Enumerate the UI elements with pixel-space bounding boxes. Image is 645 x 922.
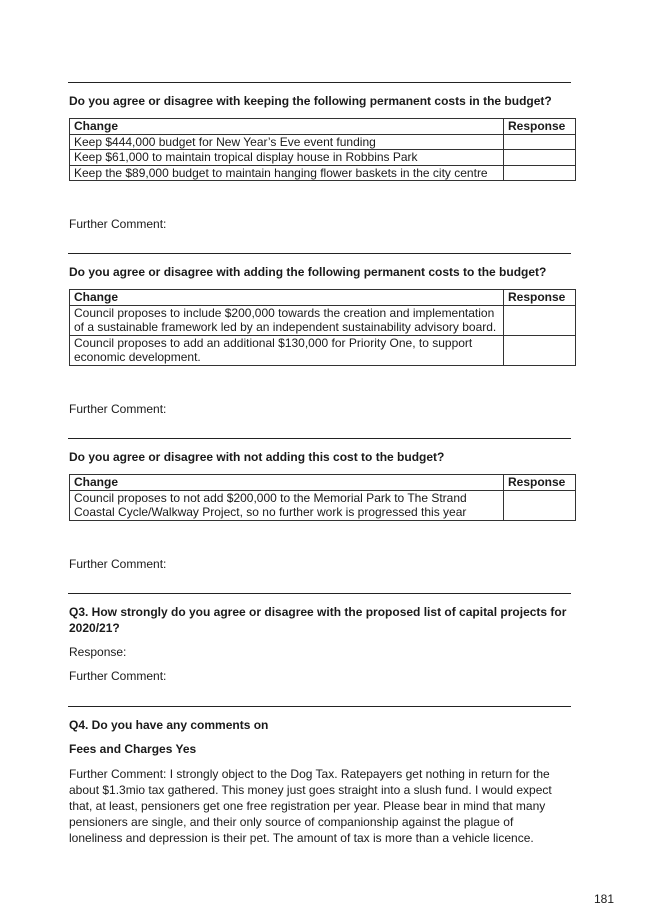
divider-rule bbox=[68, 253, 571, 254]
further-comment-label: Further Comment: bbox=[69, 557, 167, 571]
table-row bbox=[70, 134, 576, 150]
table-row bbox=[70, 335, 576, 365]
response-cell[interactable] bbox=[504, 134, 576, 150]
response-cell[interactable] bbox=[504, 490, 576, 520]
keep-costs-table bbox=[69, 118, 576, 181]
table-row bbox=[70, 490, 576, 520]
table-row bbox=[70, 150, 576, 166]
further-comment-label: Further Comment: bbox=[69, 402, 167, 416]
response-column-header: Response bbox=[504, 290, 576, 306]
response-column-header: Response bbox=[504, 475, 576, 491]
table-row bbox=[70, 305, 576, 335]
change-column-header: Change bbox=[70, 119, 504, 135]
response-cell[interactable] bbox=[504, 150, 576, 166]
table-header-row bbox=[70, 119, 576, 135]
change-cell: Council proposes to add an additional $130,000 for Priority One, to support economic development. bbox=[70, 335, 504, 365]
further-comment-label: Further Comment: bbox=[69, 217, 167, 231]
question-add-permanent-costs: Do you agree or disagree with adding the following permanent costs to the budget? bbox=[69, 265, 547, 279]
divider-rule bbox=[68, 706, 571, 707]
change-column-header: Change bbox=[70, 475, 504, 491]
q3-response-label: Response: bbox=[69, 645, 127, 659]
page-number: 181 bbox=[594, 892, 615, 906]
response-cell[interactable] bbox=[504, 305, 576, 335]
response-cell[interactable] bbox=[504, 165, 576, 181]
change-cell: Keep $444,000 budget for New Year’s Eve event funding bbox=[70, 134, 504, 150]
change-cell: Keep $61,000 to maintain tropical display house in Robbins Park bbox=[70, 150, 504, 166]
question-keep-permanent-costs: Do you agree or disagree with keeping the following permanent costs in the budget? bbox=[69, 94, 552, 108]
change-cell: Council proposes to include $200,000 towards the creation and implementation of a sustainable framework led by an independent sustainability advisory board. bbox=[70, 305, 504, 335]
change-cell: Keep the $89,000 budget to maintain hanging flower baskets in the city centre bbox=[70, 165, 504, 181]
q4-subheading: Fees and Charges Yes bbox=[69, 742, 197, 756]
response-cell[interactable] bbox=[504, 335, 576, 365]
change-column-header: Change bbox=[70, 290, 504, 306]
divider-rule bbox=[68, 593, 571, 594]
table-row bbox=[70, 165, 576, 181]
q3-question: Q3. How strongly do you agree or disagree with the proposed list of capital projects for 2020/21? bbox=[69, 605, 567, 635]
q4-question: Q4. Do you have any comments on bbox=[69, 718, 269, 732]
not-adding-cost-table bbox=[69, 474, 576, 521]
q3-further-comment-label: Further Comment: bbox=[69, 669, 167, 683]
divider-rule bbox=[68, 82, 571, 83]
response-column-header: Response bbox=[504, 119, 576, 135]
table-header-row bbox=[70, 475, 576, 491]
divider-rule bbox=[68, 438, 571, 439]
question-not-adding-cost: Do you agree or disagree with not adding this cost to the budget? bbox=[69, 450, 445, 464]
table-header-row bbox=[70, 290, 576, 306]
add-costs-table bbox=[69, 289, 576, 366]
change-cell: Council proposes to not add $200,000 to the Memorial Park to The Strand Coastal Cycle/Walkway Project, so no further work is progressed this year bbox=[70, 490, 504, 520]
q4-further-comment: Further Comment: I strongly object to the Dog Tax. Ratepayers get nothing in return for the about $1.3mio tax gathered. This money just goes straight into a slush fund. I would expect that, at least, pensioners get one free registration per year. Please bear in mind that many pensioners are single, and their only source of companionship against the plague of loneliness and depression is their pet. The amount of tax is more than a vehicle licence. bbox=[69, 767, 552, 845]
